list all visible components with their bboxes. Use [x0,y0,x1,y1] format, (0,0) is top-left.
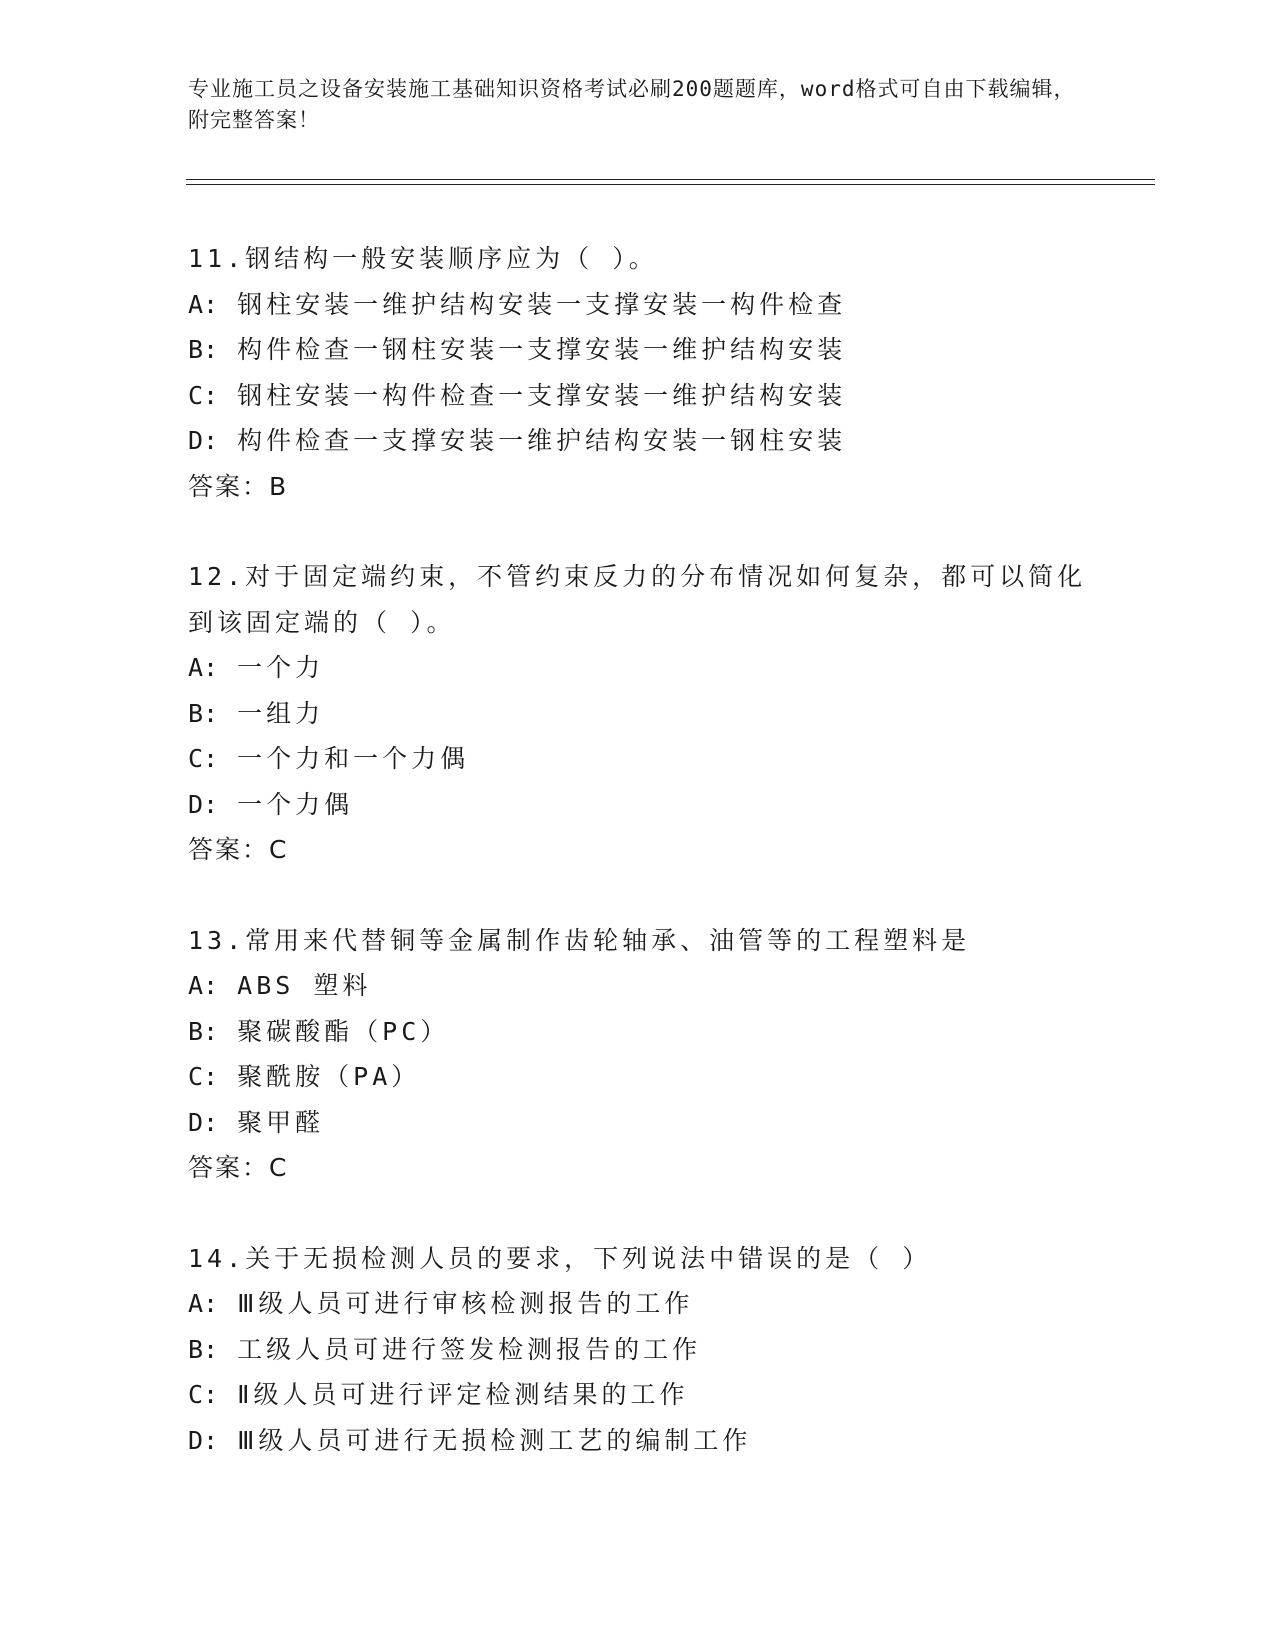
option-b [188,1009,1088,1055]
spacer [188,509,1088,554]
option-key: A: [188,1289,219,1318]
option-key: B: [188,698,219,728]
option-text: 一个力偶 [237,789,354,819]
question-text: 14.关于无损检测人员的要求，下列说法中错误的是（ ） [188,1243,932,1273]
option-text: Ⅱ级人员可进行评定检测结果的工作 [237,1380,689,1409]
answer-line: 答案：B [188,471,289,501]
option-text: 钢柱安装一维护结构安装一支撑安装一构件检查 [237,289,847,319]
question-text: 11.钢结构一般安装顺序应为（ ）。 [188,244,658,273]
option-text: 聚酰胺（PA） [237,1062,421,1091]
question-text: 13.常用来代替铜等金属制作齿轮轴承、油管等的工程塑料是 [188,925,971,955]
option-text: Ⅲ级人员可进行无损检测工艺的编制工作 [237,1425,752,1455]
option-key: C: [188,380,219,410]
option-a [188,645,1088,691]
option-d [188,1100,1088,1146]
header-rule-top [186,179,1155,180]
answer-line: 答案：C [188,1153,289,1182]
option-c [188,373,1088,419]
question-12 [188,554,1088,873]
option-d [188,1418,1088,1464]
header-rule-bottom [186,184,1155,185]
option-text: 构件检查一钢柱安装一支撑安装一维护结构安装 [237,335,847,364]
option-key: D: [188,789,219,819]
option-c [188,736,1088,782]
spacer [188,873,1088,918]
option-text: 构件检查一支撑安装一维护结构安装一钢柱安装 [237,426,847,455]
option-key: B: [188,1334,219,1364]
option-key: C: [188,1062,219,1091]
option-b [188,691,1088,737]
question-list [188,236,1088,1463]
option-key: B: [188,1016,219,1046]
option-text: Ⅲ级人员可进行审核检测报告的工作 [237,1289,694,1318]
option-d [188,782,1088,828]
option-text: ABS 塑料 [237,971,372,1000]
document-header: 专业施工员之设备安装施工基础知识资格考试必刷200题题库，word格式可自由下载编辑，附完整答案！ [188,77,1076,132]
option-key: C: [188,1380,219,1409]
question-13 [188,918,1088,1191]
option-text: 一个力和一个力偶 [237,744,470,773]
option-key: A: [188,653,219,682]
option-a [188,963,1088,1009]
option-text: 一个力 [237,653,325,682]
question-14 [188,1236,1088,1464]
option-text: 钢柱安装一构件检查一支撑安装一维护结构安装 [237,380,847,410]
spacer [188,1191,1088,1236]
option-key: D: [188,426,219,455]
question-text: 12.对于固定端约束，不管约束反力的分布情况如何复杂，都可以简化到该固定端的（ ）。 [188,562,1087,637]
option-b [188,327,1088,373]
option-key: D: [188,1107,219,1137]
option-b [188,1327,1088,1373]
option-key: D: [188,1425,219,1455]
option-key: A: [188,289,219,319]
option-key: A: [188,971,219,1000]
option-a [188,282,1088,328]
option-text: 工级人员可进行签发检测报告的工作 [237,1334,702,1364]
option-c [188,1372,1088,1418]
option-key: B: [188,335,219,364]
option-c [188,1054,1088,1100]
option-d [188,418,1088,464]
option-a [188,1281,1088,1327]
answer-line: 答案：C [188,835,289,864]
option-key: C: [188,744,219,773]
option-text: 聚碳酸酯（PC） [237,1016,450,1046]
question-11 [188,236,1088,509]
option-text: 聚甲醛 [237,1107,325,1137]
option-text: 一组力 [237,698,325,728]
